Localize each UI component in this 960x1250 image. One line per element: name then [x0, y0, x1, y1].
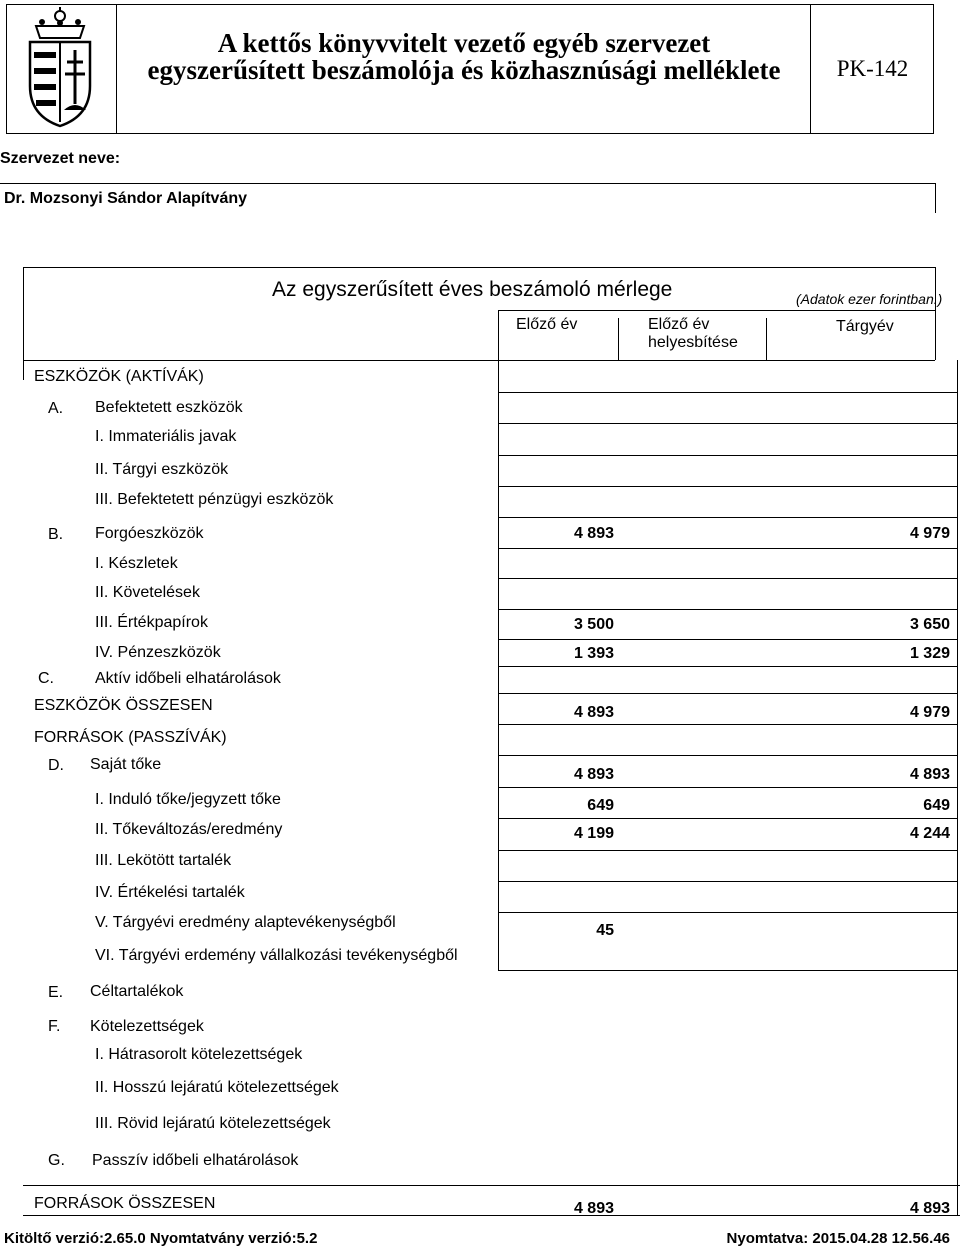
row-b4-current-value: 1 329 — [909, 645, 950, 662]
row-letter-b: B. — [48, 526, 64, 543]
row-letter-f: F. — [48, 1018, 61, 1035]
col-prev-year: Előző év — [516, 316, 578, 333]
coat-of-arms-icon — [6, 4, 117, 134]
row-d6-label: VI. Tárgyévi erdemény vállalkozási tevékenységből — [95, 947, 458, 964]
row-a-label: Befektetett eszközök — [95, 399, 243, 416]
liabilities-total-current-value: 4 893 — [909, 1200, 950, 1217]
row-d2-current-value: 4 244 — [909, 825, 950, 842]
row-b-label: Forgóeszközök — [95, 525, 204, 542]
row-d-label: Saját tőke — [90, 756, 162, 773]
row-letter-d: D. — [48, 757, 64, 774]
form-title — [118, 30, 810, 84]
row-letter-g: G. — [48, 1152, 65, 1169]
row-f1-label: I. Hátrasorolt kötelezettségek — [95, 1046, 303, 1063]
row-f2-label: II. Hosszú lejáratú kötelezettségek — [95, 1079, 339, 1096]
row-f3-label: III. Rövid lejáratú kötelezettségek — [95, 1115, 331, 1132]
row-d-current-value: 4 893 — [909, 766, 950, 783]
row-d2-prev-value: 4 199 — [573, 825, 614, 842]
row-d1-prev-value: 649 — [587, 797, 614, 814]
row-letter-c: C. — [38, 670, 54, 687]
col-prev-correction — [648, 316, 738, 352]
row-b4-prev-value: 1 393 — [573, 645, 614, 662]
row-letter-e: E. — [48, 984, 64, 1001]
row-b-current-value: 4 979 — [909, 525, 950, 542]
organization-name-value: Dr. Mozsonyi Sándor Alapítvány — [4, 190, 248, 207]
liabilities-total-label: FORRÁSOK ÖSSZESEN — [34, 1195, 216, 1212]
row-c-label: Aktív időbeli elhatárolások — [95, 670, 281, 687]
row-d4-label: IV. Értékelési tartalék — [95, 884, 245, 901]
row-e-label: Céltartalékok — [90, 983, 184, 1000]
row-g-label: Passzív időbeli elhatárolások — [92, 1152, 299, 1169]
col-prev-correction-line-1: Előző év — [648, 316, 710, 333]
assets-total-label: ESZKÖZÖK ÖSSZESEN — [34, 697, 213, 714]
form-code: PK-142 — [810, 4, 934, 134]
row-a3-label: III. Befektetett pénzügyi eszközök — [95, 491, 334, 508]
row-d3-label: III. Lekötött tartalék — [95, 852, 232, 869]
row-d5-prev-value: 45 — [596, 922, 614, 939]
row-b3-prev-value: 3 500 — [573, 616, 614, 633]
row-b-prev-value: 4 893 — [573, 525, 614, 542]
row-d1-current-value: 649 — [923, 797, 950, 814]
liabilities-header: FORRÁSOK (PASSZÍVÁK) — [34, 729, 227, 746]
assets-header: ESZKÖZÖK (AKTÍVÁK) — [34, 368, 204, 385]
row-b4-label: IV. Pénzeszközök — [95, 644, 221, 661]
footer-print-date: Nyomtatva: 2015.04.28 12.56.46 — [726, 1230, 950, 1247]
row-b2-label: II. Követelések — [95, 584, 200, 601]
footer-version-info: Kitöltő verzió:2.65.0 Nyomtatvány verzió:5.2 — [4, 1230, 318, 1247]
form-title-line-2: egyszerűsített beszámolója és közhasznúsági melléklete — [147, 55, 781, 85]
row-d5-label: V. Tárgyévi eredmény alaptevékenységből — [95, 914, 396, 931]
row-f-label: Kötelezettségek — [90, 1018, 204, 1035]
row-letter-a: A. — [48, 400, 64, 417]
unit-note: (Adatok ezer forintban.) — [796, 291, 943, 307]
form-title-line-1: A kettős könyvvitelt vezető egyéb szervezet — [217, 28, 711, 58]
row-d2-label: II. Tőkeváltozás/eredmény — [95, 821, 283, 838]
row-a2-label: II. Tárgyi eszközök — [95, 461, 229, 478]
row-b1-label: I. Készletek — [95, 555, 178, 572]
col-prev-correction-line-2: helyesbítése — [648, 334, 738, 351]
balance-title: Az egyszerűsített éves beszámoló mérlege — [272, 278, 673, 301]
row-b3-label: III. Értékpapírok — [95, 614, 208, 631]
liabilities-total-prev-value: 4 893 — [573, 1200, 614, 1217]
assets-total-current-value: 4 979 — [909, 704, 950, 721]
assets-total-prev-value: 4 893 — [573, 704, 614, 721]
row-a1-label: I. Immateriális javak — [95, 428, 237, 445]
row-d-prev-value: 4 893 — [573, 766, 614, 783]
organization-name-label: Szervezet neve: — [0, 150, 121, 167]
col-current-year: Tárgyév — [836, 318, 894, 335]
row-d1-label: I. Induló tőke/jegyzett tőke — [95, 791, 281, 808]
row-b3-current-value: 3 650 — [909, 616, 950, 633]
